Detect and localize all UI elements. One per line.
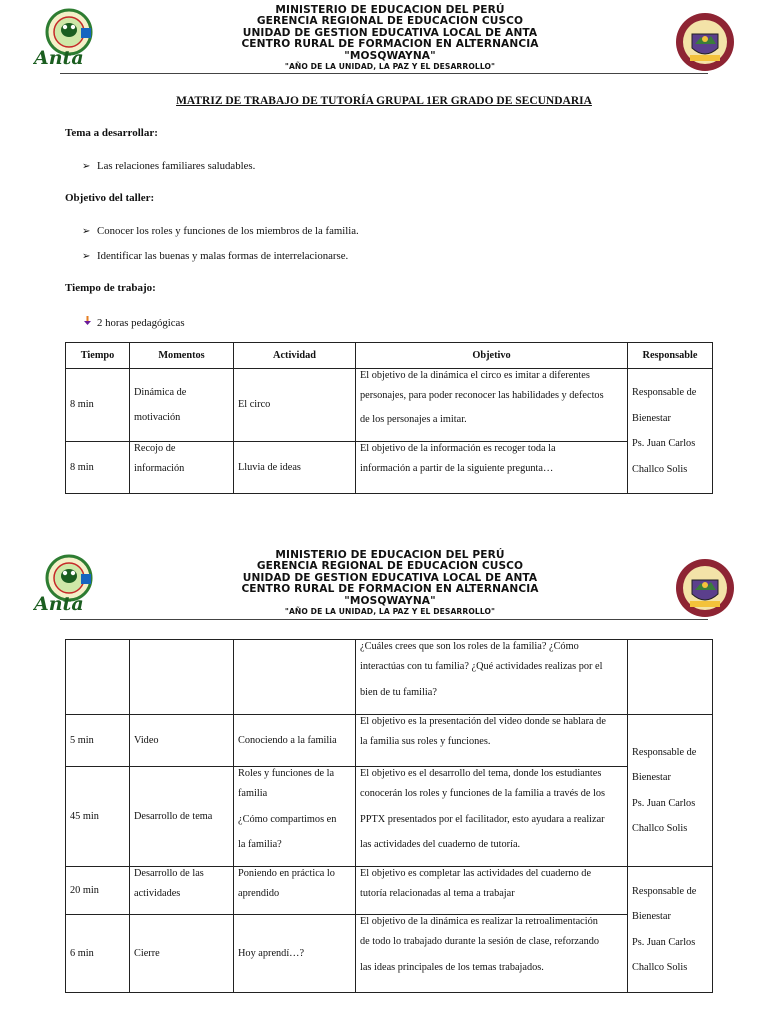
col-header-momentos: Momentos [130,343,234,369]
table-row [66,915,713,993]
tiempo-label: Tiempo de trabajo: [65,282,156,294]
objetivo-item: Conocer los roles y funciones de los miembros de la familia. [97,225,359,237]
header-rule [60,619,708,620]
cell-objetivo: El objetivo es el desarrollo del tema, donde los estudiantes conocerán los roles y funciones de la familia a través de los PPTX presentados por el facilitador, esto ayudara a realizar las actividades del cuaderno de tutoría. [356,767,628,867]
header-rule [60,73,708,74]
col-header-actividad: Actividad [234,343,356,369]
objetivo-item: Identificar las buenas y malas formas de interrelacionarse. [97,250,349,262]
cell-momentos: Recojo de información [130,442,234,494]
cell-actividad: Hoy aprendí…? [234,915,356,993]
list-item [82,250,348,262]
cell-actividad: Roles y funciones de la familia ¿Cómo compartimos en la familia? [234,767,356,867]
mosqwayna-seal-icon [675,12,735,72]
cell-objetivo: El objetivo de la información es recoger toda la información a partir de la siguiente pregunta… [356,442,628,494]
heading-line: UNIDAD DE GESTION EDUCATIVA LOCAL DE ANTA [242,571,538,584]
arrow-bullet-icon: ➢ [82,161,91,172]
heading-line: UNIDAD DE GESTION EDUCATIVA LOCAL DE ANTA [242,26,538,39]
cell-tiempo: 45 min [66,767,130,867]
cell-responsable: Responsable de Bienestar Ps. Juan Carlos Challco Solis [628,715,713,867]
page-2-header [0,549,768,617]
objetivo-label: Objetivo del taller: [65,192,155,204]
cell-momentos: Cierre [130,915,234,993]
heading-line: GERENCIA REGIONAL DE EDUCACION CUSCO [256,15,524,28]
cell-tiempo: 8 min [66,442,130,494]
anta-logo [33,6,99,68]
col-header-tiempo: Tiempo [66,343,130,369]
hand-bullet-icon [82,315,97,329]
cell-tiempo: 6 min [66,915,130,993]
anta-logo-icon [33,552,99,614]
cell-momentos: Dinámica de motivación [130,369,234,442]
cell-tiempo [66,640,130,715]
cell-momentos: Video [130,715,234,767]
tema-item: Las relaciones familiares saludables. [97,160,256,172]
cell-objetivo: El objetivo es la presentación del video donde se hablara de la familia sus roles y funciones. [356,715,628,767]
ministry-heading [150,550,630,616]
anta-logo-icon [33,6,99,68]
table-row [66,442,713,494]
heading-line: GERENCIA REGIONAL DE EDUCACION CUSCO [256,560,524,573]
col-header-responsable: Responsable [628,343,713,369]
year-motto: "AÑO DE LA UNIDAD, LA PAZ Y EL DESARROLLO" [284,607,496,617]
cell-actividad [234,640,356,715]
cell-actividad: Conociendo a la familia [234,715,356,767]
cell-tiempo: 8 min [66,369,130,442]
anta-logo [33,552,99,614]
heading-line: MINISTERIO DE EDUCACION DEL PERÚ [275,4,505,16]
cell-objetivo: ¿Cuáles crees que son los roles de la familia? ¿Cómo interactúas con tu familia? ¿Qué actividades realizas por el bien de tu familia? [356,640,628,715]
cell-responsable [628,640,713,715]
tema-label: Tema a desarrollar: [65,127,158,139]
arrow-bullet-icon: ➢ [82,251,91,262]
ministry-heading [150,5,630,71]
col-header-objetivo: Objetivo [356,343,628,369]
activity-table-1 [65,342,713,494]
table-row [66,640,713,715]
list-item [82,315,185,329]
heading-line: CENTRO RURAL DE FORMACION EN ALTERNANCIA [241,583,539,596]
cell-objetivo: El objetivo de la dinámica el circo es imitar a diferentes personajes, para poder reconocer las habilidades y defectos de los personajes a imitar. [356,369,628,442]
tiempo-item: 2 horas pedagógicas [97,317,185,329]
cell-actividad: El circo [234,369,356,442]
activity-table-2 [65,639,713,993]
cell-responsable: Responsable de Bienestar Ps. Juan Carlos Challco Solis [628,867,713,993]
heading-line: CENTRO RURAL DE FORMACION EN ALTERNANCIA [241,38,539,51]
page-1-header [0,4,768,72]
table-row [66,767,713,867]
heading-line: MINISTERIO DE EDUCACION DEL PERÚ [275,549,505,561]
heading-line: "MOSQWAYNA" [344,49,436,62]
svg-text:Anta: Anta [34,47,84,68]
list-item [82,225,359,237]
cell-tiempo: 20 min [66,867,130,915]
cell-actividad: Poniendo en práctica lo aprendido [234,867,356,915]
list-item [82,160,255,172]
cell-responsable: Responsable de Bienestar Ps. Juan Carlos Challco Solis [628,369,713,494]
mosqwayna-seal [675,558,735,618]
cell-tiempo: 5 min [66,715,130,767]
heading-line: "MOSQWAYNA" [344,594,436,607]
table-row [66,715,713,767]
table-row [66,369,713,442]
cell-actividad: Lluvia de ideas [234,442,356,494]
arrow-bullet-icon: ➢ [82,226,91,237]
cell-objetivo: El objetivo es completar las actividades del cuaderno de tutoría relacionadas al tema a trabajar [356,867,628,915]
mosqwayna-seal [675,12,735,72]
mosqwayna-seal-icon [675,558,735,618]
table-row [66,867,713,915]
cell-objetivo: El objetivo de la dinámica es realizar la retroalimentación de todo lo trabajado durante la sesión de clase, reforzando las ideas principales de los temas trabajados. [356,915,628,993]
cell-momentos: Desarrollo de tema [130,767,234,867]
document-title: MATRIZ DE TRABAJO DE TUTORÍA GRUPAL 1ER GRADO DE SECUNDARIA [176,95,592,107]
svg-text:Anta: Anta [34,593,84,614]
table-header-row [66,343,713,369]
cell-momentos [130,640,234,715]
cell-momentos: Desarrollo de las actividades [130,867,234,915]
year-motto: "AÑO DE LA UNIDAD, LA PAZ Y EL DESARROLLO" [284,62,496,72]
